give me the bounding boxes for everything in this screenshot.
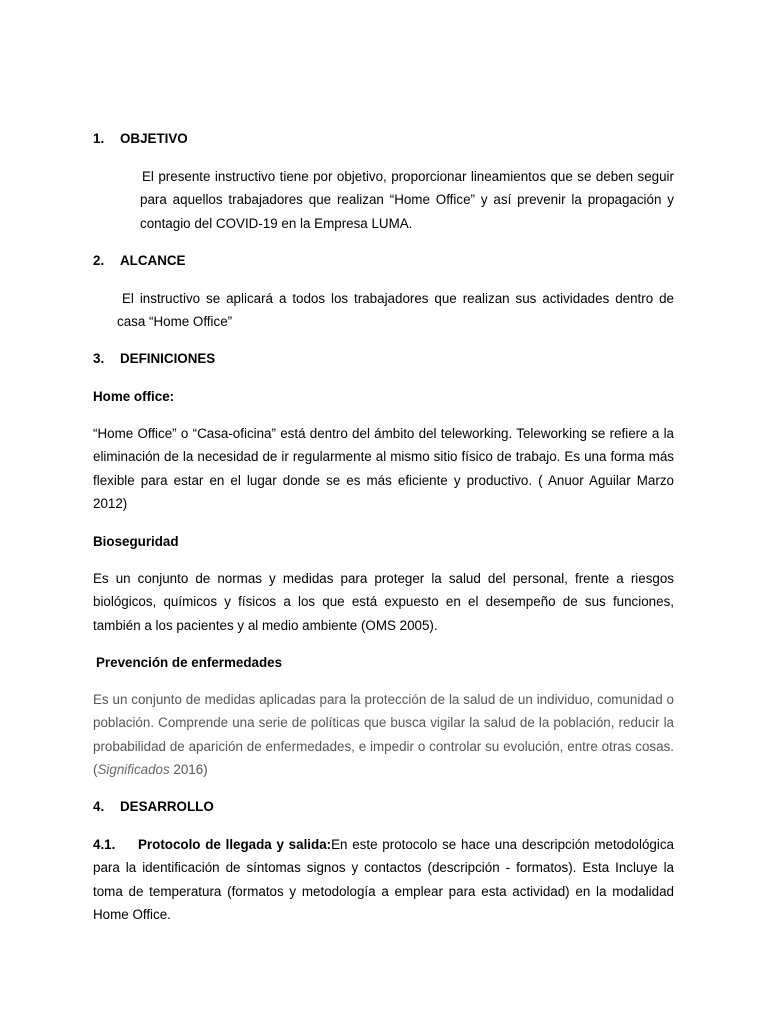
section-3-heading <box>93 351 215 367</box>
section-2-heading <box>93 253 185 269</box>
section-4-number: 4. <box>93 799 105 814</box>
home-office-title: Home office: <box>93 389 175 404</box>
section-2-number: 2. <box>93 253 105 268</box>
section-3-title: DEFINICIONES <box>120 351 216 366</box>
prevencion-title: Prevención de enfermedades <box>96 655 283 670</box>
prevencion-text: Es un conjunto de medidas aplicadas para la protección de la salud de un individuo, comunidad o población. Comprende una serie de políticas que busca vigilar la salud de la población, reducir la probabilidad de aparición de enfermedades, e impedir o controlar su evolución, entre otras cosas.( <box>93 692 674 777</box>
section-4-heading <box>93 799 214 815</box>
section-1-number: 1. <box>93 131 105 146</box>
bioseguridad-title: Bioseguridad <box>93 534 179 549</box>
section-2-body: El instructivo se aplicará a todos los trabajadores que realizan sus actividades dentro de casa “Home Office” <box>117 291 674 330</box>
bioseguridad-body: Es un conjunto de normas y medidas para proteger la salud del personal, frente a riesgos biológicos, químicos y físicos a los que está expuesto en el desempeño de sus funciones, también a los pacientes y al medio ambiente (OMS 2005). <box>93 571 674 633</box>
prevencion-year: 2016) <box>169 761 208 777</box>
prevencion-body <box>93 688 674 781</box>
section-1-heading <box>93 131 188 147</box>
home-office-body: “Home Office” o “Casa-oficina” está dentro del ámbito del teleworking. Teleworking se refiere a la eliminación de la necesidad de ir regularmente al mismo sitio físico de trabajo. Es una forma más flexible para estar en el lugar donde se es más eficiente y productivo. ( Anuor Aguilar Marzo 2012) <box>93 426 674 511</box>
subsection-4-1-body: En este protocolo se hace una descripción metodológica para la identificación de síntomas signos y contactos (descripción - formatos). Esta Incluye la toma de temperatura (formatos y metodología a emplear para esta actividad) en la modalidad Home Office. <box>93 837 674 922</box>
subsection-4-1-number: 4.1. <box>93 837 116 852</box>
section-3-number: 3. <box>93 351 105 366</box>
section-4-title: DESARROLLO <box>120 799 214 814</box>
subsection-4-1-title: Protocolo de llegada y salida: <box>138 837 332 852</box>
section-2-title: ALCANCE <box>120 253 186 268</box>
section-1-body: El presente instructivo tiene por objetivo, proporcionar lineamientos que se deben seguir para aquellos trabajadores que realizan “Home Office” y así prevenir la propagación y contagio del COVID-19 en la Empresa LUMA. <box>140 169 674 231</box>
protocolo-paragraph <box>93 833 674 926</box>
prevencion-source: Significados <box>97 761 170 777</box>
section-1-title: OBJETIVO <box>120 131 188 146</box>
